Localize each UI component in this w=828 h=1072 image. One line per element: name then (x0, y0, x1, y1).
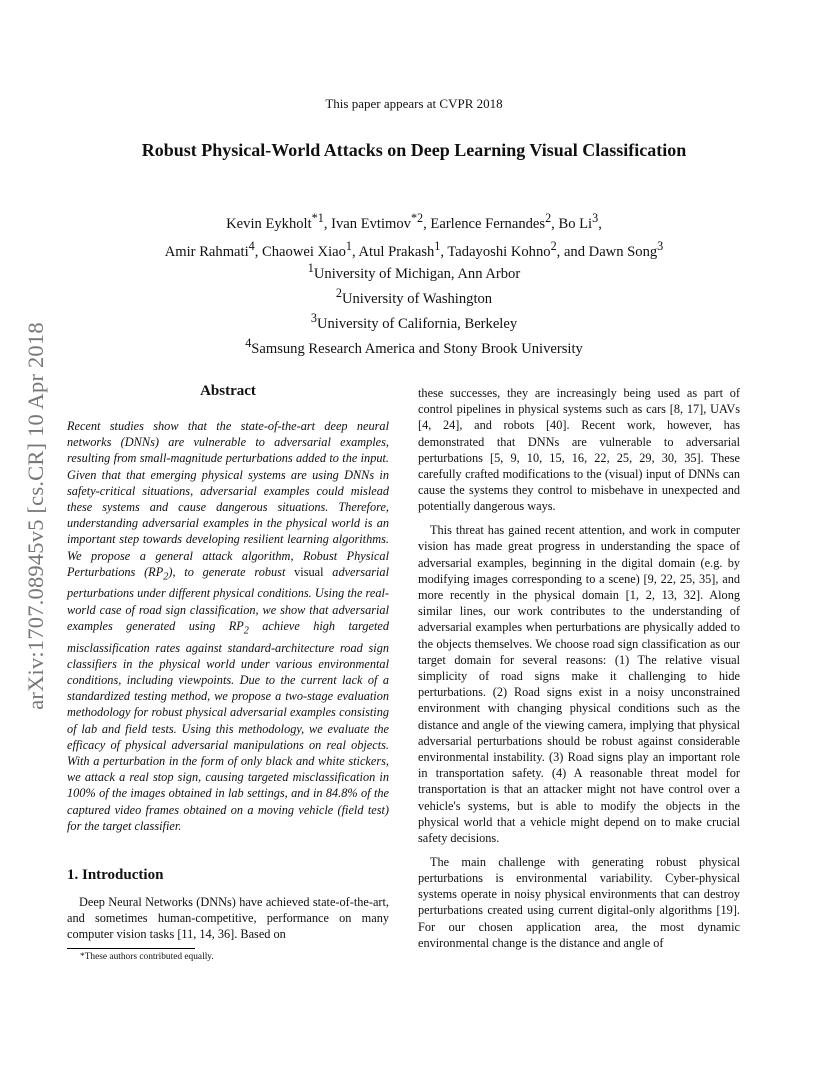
paragraph-3: The main challenge with generating robust physical perturbations is environmental variability. Cyber-physical systems operate in noisy physical environments that can destroy perturbations created using current digital-only algorithms [19]. For our chosen application area, the most dynamic environmental change is the distance and angle of (418, 854, 740, 950)
author-line-1: Kevin Eykholt$^{*1}$, Ivan Evtimov$^{*2}$, Earlence Fernandes$^2$, Bo Li$^3$, (226, 211, 602, 232)
arxiv-identifier: arXiv:1707.08945v5 [cs.CR] 10 Apr 2018 (23, 322, 48, 710)
abstract-heading: Abstract (200, 383, 256, 399)
arxiv-sidebar (14, 285, 58, 747)
author-line-2: Amir Rahmati$^4$, Chaowei Xiao$^1$, Atul Prakash$^1$, Tadayoshi Kohno$^2$, and Dawn Song$^3$ (164, 238, 664, 260)
paper-title: Robust Physical-World Attacks on Deep Learning Visual Classification (141, 140, 687, 160)
footnote: *These authors contributed equally. (80, 952, 214, 962)
introduction-body: Deep Neural Networks (DNNs) have achieved state-of-the-art, and sometimes human-competitive, performance on many computer vision tasks [11, 14, 36]. Based on (67, 895, 389, 942)
introduction-heading: 1. Introduction (67, 867, 164, 883)
paragraph-2: This threat has gained recent attention, and work in computer vision has made great progress in understanding the space of adversarial examples, beginning in the digital domain (e.g. by modifying images corresponding to a scene) [9, 22, 25, 35], and more recently in the physical domain [1, 2, 13, 32]. Along similar lines, our work contributes to the understanding of adversarial examples when perturbations are physically added to the objects themselves. We choose road sign classification as our target domain for several reasons: (1) The relative visual simplicity of road signs make it challenging to hide perturbations. (2) Road signs exist in a noisy unconstrained environment with changing physical conditions such as the distance and angle of the viewing camera, implying that physical adversarial perturbations should be robust against considerable environmental instability. (3) Road signs play an important role in transportation safety. (4) A reasonable threat model for transportation is that an attacker might not have control over a vehicle's systems, but is able to modify the objects in the physical world that a vehicle might depend on to make crucial safety decisions. (418, 523, 740, 845)
paragraph-1: these successes, they are increasingly being used as part of control pipelines in physical systems such as cars [8, 17], UAVs [4, 24], and robots [40]. Recent work, however, has demonstrated that DNNs are vulnerable to adversarial perturbations [5, 9, 10, 15, 16, 22, 25, 29, 30, 35]. These carefully crafted modifications to the (visual) input of DNNs can cause the systems they control to misbehave in unexpected and potentially dangerous ways. (418, 386, 740, 514)
affiliation-1: $^1$University of Michigan, Ann Arbor (307, 261, 521, 282)
conference-note: This paper appears at CVPR 2018 (325, 96, 503, 111)
affiliation-3: $^3$University of California, Berkeley (310, 310, 518, 332)
affiliation-list (0, 259, 828, 358)
affiliation-2: $^2$University of Washington (335, 285, 493, 307)
abstract-body: Recent studies show that the state-of-the-art deep neural networks (DNNs) are vulnerable to adversarial examples, resulting from small-magnitude perturbations added to the input. Given that that emerging physical systems are using DNNs in safety-critical situations, adversarial examples could mislead these systems and cause dangerous situations. Therefore, understanding adversarial examples in the physical world is an important step towards developing resilient learning algorithms. We propose a general attack algorithm, Robust Physical Perturbations $(RP_2)$, to generate robust visual adversarial perturbations under different physical conditions. Using the real-world case of road sign classification, we show that adversarial examples generated using $RP_2$ achieve high targeted misclassification rates against standard-architecture road sign classifiers in the physical world under various environmental conditions, including viewpoints. Due to the current lack of a standardized testing method, we propose a two-stage evaluation methodology for robust physical adversarial examples consisting of lab and field tests. Using this methodology, we evaluate the efficacy of physical adversarial manipulations on real objects. With a perturbation in the form of only black and white stickers, we attack a real stop sign, causing targeted misclassification in 100% of the images obtained in lab settings, and in 84.8% of the captured video frames obtained on a moving vehicle (field test) for the target classifier. (67, 419, 389, 833)
affiliation-4: $^4$Samsung Research America and Stony Brook University (245, 335, 583, 357)
right-column (418, 385, 740, 958)
author-list (0, 207, 828, 263)
footnote-divider (67, 948, 195, 949)
